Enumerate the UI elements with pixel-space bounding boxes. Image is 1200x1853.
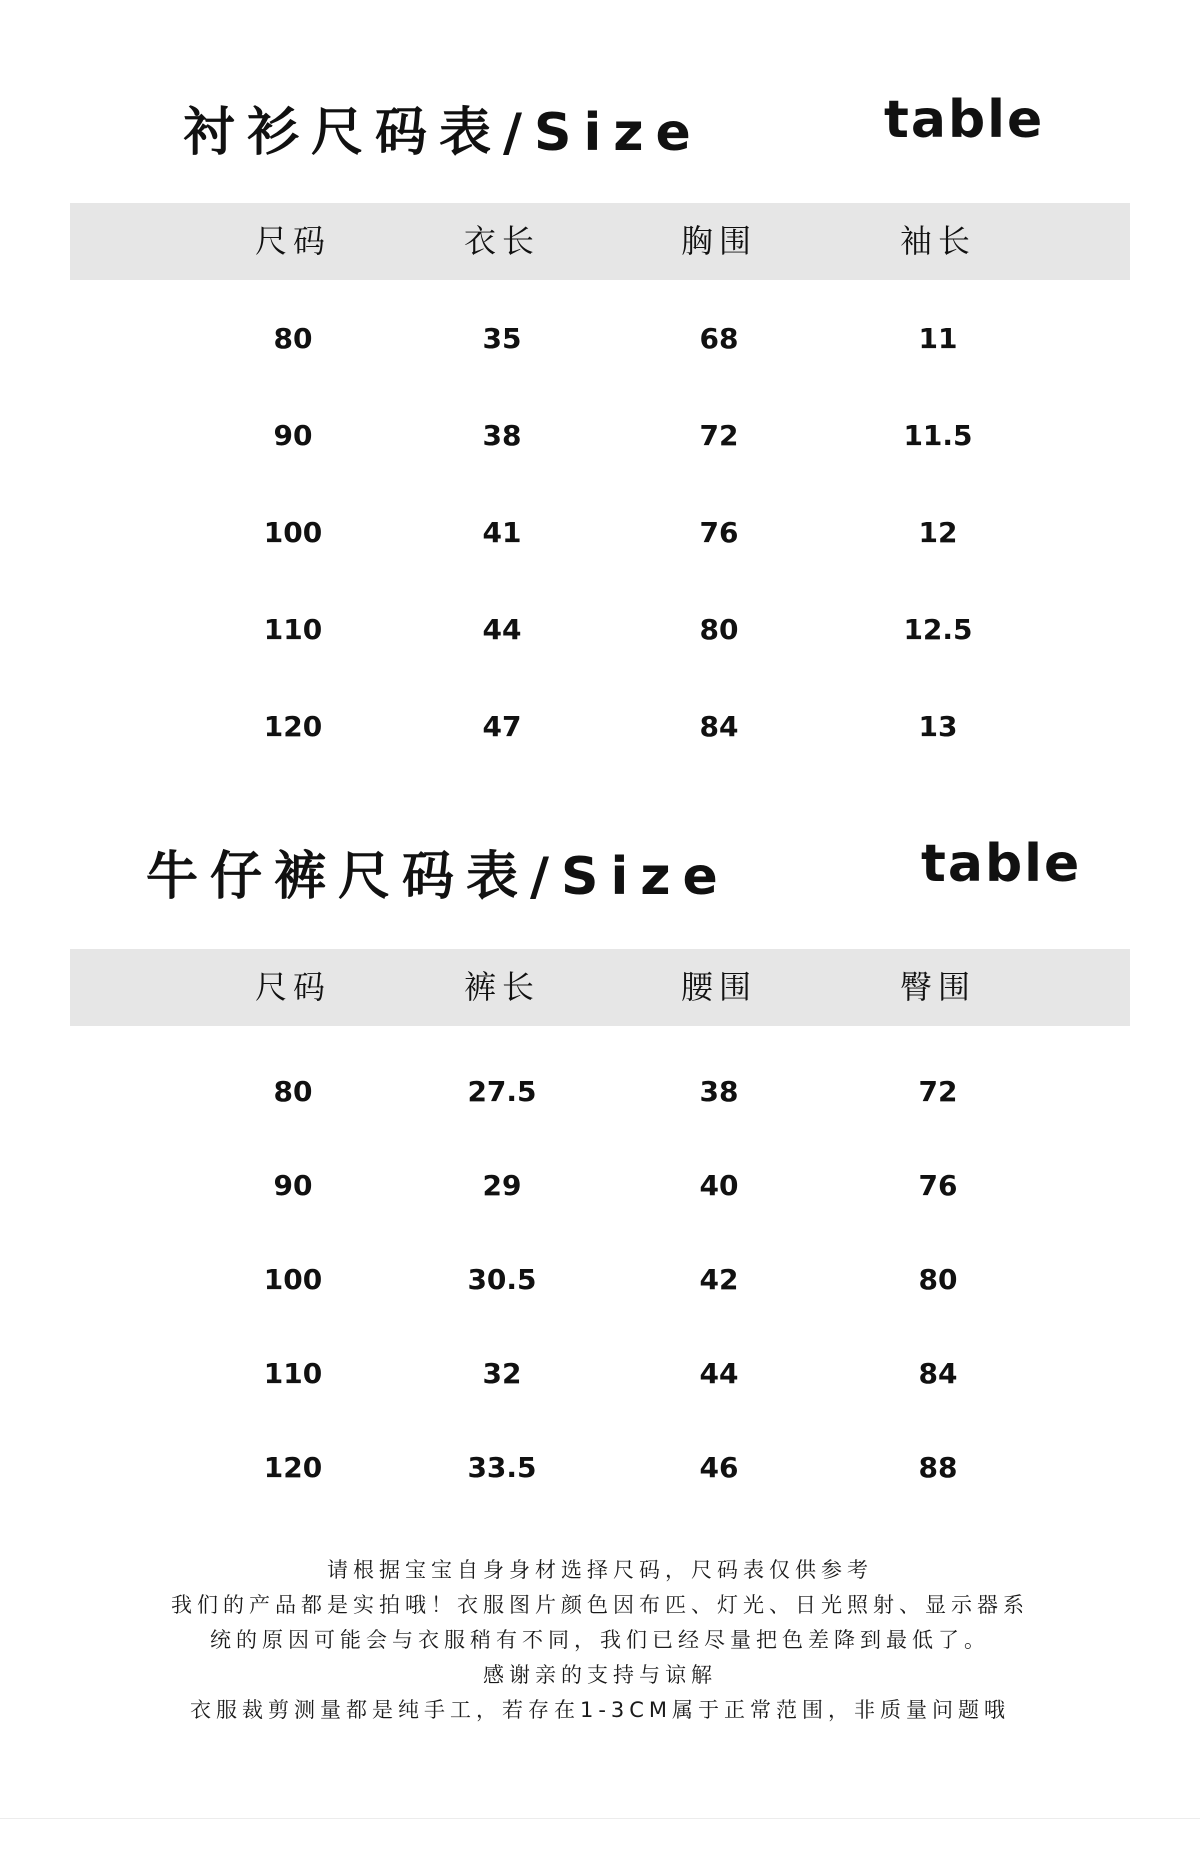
table-cell: 90 (273, 1169, 313, 1202)
shirt-header-size: 尺码 (254, 222, 331, 260)
table-cell: 72 (918, 1075, 958, 1108)
table-cell: 40 (699, 1169, 739, 1202)
table-cell: 44 (699, 1357, 739, 1390)
jeans-header-length: 裤长 (463, 968, 540, 1006)
table-cell: 90 (273, 419, 313, 452)
table-cell: 88 (918, 1451, 958, 1484)
table-cell: 42 (699, 1263, 739, 1296)
table-cell: 29 (482, 1169, 522, 1202)
jeans-header-size: 尺码 (254, 968, 331, 1006)
table-cell: 30.5 (467, 1263, 537, 1296)
table-cell: 35 (482, 322, 522, 355)
jeans-header-waist: 腰围 (680, 968, 757, 1006)
jeans-size-title-text: 牛仔裤尺码表/Size (146, 847, 730, 907)
shirt-header-chest: 胸围 (680, 222, 757, 260)
note-line: 请根据宝宝自身身材选择尺码，尺码表仅供参考 (327, 1558, 873, 1582)
table-cell: 68 (699, 322, 739, 355)
table-cell: 76 (699, 516, 739, 549)
table-cell: 76 (918, 1169, 958, 1202)
table-cell: 12.5 (903, 613, 973, 646)
table-cell: 11.5 (903, 419, 973, 452)
shirt-table-header (70, 203, 1130, 280)
note-line: 统的原因可能会与衣服稍有不同，我们已经尽量把色差降到最低了。 (210, 1628, 990, 1652)
table-cell: 11 (918, 322, 958, 355)
table-row (70, 678, 1130, 775)
table-cell: 33.5 (467, 1451, 537, 1484)
table-cell: 38 (699, 1075, 739, 1108)
table-row (70, 1139, 1130, 1233)
table-cell: 13 (918, 710, 958, 743)
shirt-size-title-suffix: table (884, 90, 1045, 150)
table-cell: 41 (482, 516, 522, 549)
table-row (70, 1327, 1130, 1421)
table-cell: 80 (273, 1075, 313, 1108)
shirt-size-title-text: 衬衫尺码表/Size (183, 103, 703, 163)
jeans-size-table (70, 949, 1130, 1515)
jeans-size-title (0, 822, 1200, 912)
bottom-divider (0, 1818, 1200, 1819)
jeans-size-title-suffix: table (921, 834, 1082, 894)
table-cell: 84 (699, 710, 739, 743)
table-cell: 80 (918, 1263, 958, 1296)
table-cell: 100 (263, 516, 323, 549)
table-row (70, 387, 1130, 484)
table-cell: 80 (699, 613, 739, 646)
table-row (70, 581, 1130, 678)
table-cell: 72 (699, 419, 739, 452)
table-cell: 84 (918, 1357, 958, 1390)
table-cell: 120 (263, 1451, 323, 1484)
shirt-size-title (0, 78, 1200, 168)
table-cell: 46 (699, 1451, 739, 1484)
jeans-table-header (70, 949, 1130, 1026)
note-line: 感谢亲的支持与谅解 (483, 1663, 717, 1687)
table-row (70, 484, 1130, 581)
table-cell: 27.5 (467, 1075, 537, 1108)
shirt-header-sleeve: 袖长 (899, 222, 976, 260)
shirt-size-table (70, 203, 1130, 775)
table-row (70, 1421, 1130, 1515)
table-cell: 47 (482, 710, 522, 743)
table-cell: 12 (918, 516, 958, 549)
shirt-header-length: 衣长 (463, 222, 540, 260)
table-cell: 38 (482, 419, 522, 452)
table-row (70, 290, 1130, 387)
table-cell: 44 (482, 613, 522, 646)
table-cell: 120 (263, 710, 323, 743)
table-cell: 100 (263, 1263, 323, 1296)
jeans-header-hip: 臀围 (899, 968, 976, 1006)
table-row (70, 1045, 1130, 1139)
table-cell: 110 (263, 613, 323, 646)
table-cell: 32 (482, 1357, 522, 1390)
table-row (70, 1233, 1130, 1327)
note-line: 我们的产品都是实拍哦！衣服图片颜色因布匹、灯光、日光照射、显示器系 (171, 1593, 1029, 1617)
table-cell: 110 (263, 1357, 323, 1390)
note-line: 衣服裁剪测量都是纯手工，若存在1-3CM属于正常范围，非质量问题哦 (189, 1698, 1011, 1722)
table-cell: 80 (273, 322, 313, 355)
size-notes (60, 1553, 1140, 1728)
